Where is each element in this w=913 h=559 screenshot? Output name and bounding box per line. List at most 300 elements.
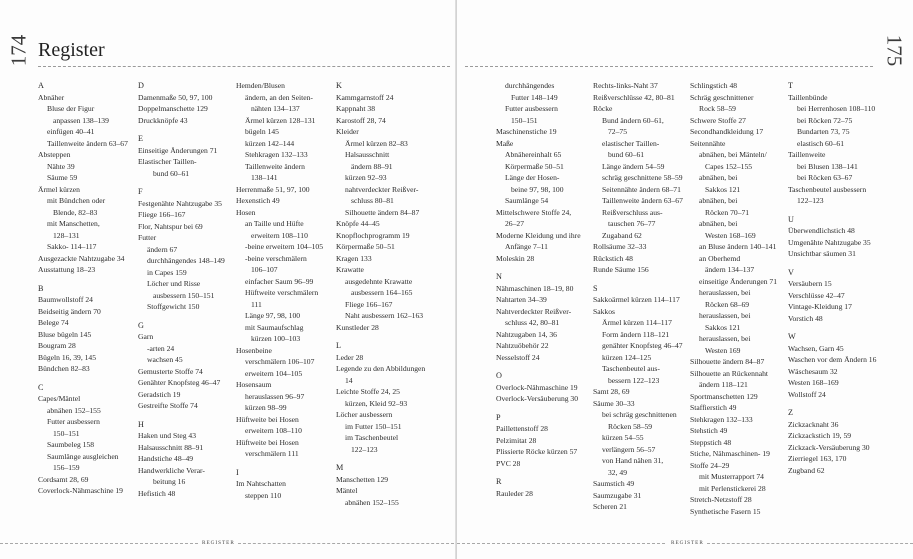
index-entry: Schlingstich 48 — [690, 81, 738, 90]
index-entry: Im Nahtschatten — [236, 479, 286, 488]
index-entry: Vorstich 48 — [788, 313, 823, 323]
index-entry: Rückstich 48 — [593, 253, 633, 263]
index-continuation: bund 60–61 — [608, 150, 645, 159]
index-entry: Hemden/Blusen — [236, 81, 285, 90]
index-entry: Säume 30–33 — [593, 398, 635, 408]
index-entry: Nahtzugaben 14, 36 — [496, 329, 557, 339]
index-continuation: 72–75 — [608, 127, 627, 136]
index-continuation: bund 60–61 — [153, 168, 190, 178]
index-entry: Stiche, Nähmaschinen- 19 — [690, 449, 770, 458]
footer-rule-right-b — [707, 543, 913, 544]
index-entry: Baumwollstoff 24 — [38, 295, 93, 304]
index-subentry: Zugaband 62 — [602, 230, 642, 240]
index-letter: H — [138, 419, 144, 429]
index-column — [788, 80, 876, 476]
index-entry: Unsichtbar säumen 31 — [788, 249, 856, 258]
index-continuation: beine 97, 98, 100 — [511, 184, 564, 194]
page-title: Register — [38, 39, 105, 61]
index-letter: R — [496, 477, 502, 486]
index-entry: Beidseitig ändern 70 — [38, 306, 101, 316]
index-subentry: elastischer Taillen- — [602, 138, 660, 148]
index-entry: Hosenbeine — [236, 345, 272, 355]
index-continuation: Westen 169 — [705, 345, 741, 355]
page-number-right: 175 — [881, 34, 906, 67]
index-entry: Cordsamt 28, 69 — [38, 474, 89, 484]
index-subentry: genähter Knopfsteg 46–47 — [602, 341, 683, 350]
index-letter: T — [788, 81, 794, 90]
index-subentry: Abnähereinhalt 65 — [505, 150, 562, 159]
index-subentry: in Capes 159 — [147, 267, 187, 277]
index-subentry: Stoffgewicht 150 — [147, 302, 200, 311]
index-entry: Halsausschnitt 88–91 — [138, 442, 204, 452]
index-entry: Schwere Stoffe 27 — [690, 115, 746, 125]
index-entry: Silhouette an Rückennaht — [690, 368, 769, 378]
index-subentry: kürzen, Kleid 92–93 — [345, 398, 408, 408]
index-subentry: einfacher Saum 96–99 — [245, 276, 314, 286]
index-subentry: bei Röcken 63–67 — [797, 173, 853, 182]
index-entry: Einseitige Änderungen 71 — [138, 145, 218, 155]
index-entry: Coverlock-Nähmaschine 19 — [38, 486, 123, 495]
index-entry: Leichte Stoffe 24, 25 — [336, 387, 400, 396]
index-entry: Bügeln 16, 39, 145 — [38, 352, 97, 362]
index-subentry: Futter ausbessern — [505, 104, 558, 113]
index-continuation: 138–141 — [251, 173, 278, 182]
index-subentry: nahtverdeckter Reißver- — [345, 184, 419, 194]
index-subentry: Länge der Hosen- — [505, 173, 560, 182]
index-subentry: bei Blusen 138–141 — [797, 161, 858, 171]
index-subentry: steppen 110 — [245, 490, 282, 500]
index-subentry: erweitern 108–110 — [245, 426, 302, 435]
index-subentry: ändern 67 — [147, 244, 178, 254]
index-entry: Belege 74 — [38, 318, 69, 327]
index-subentry: 122–123 — [797, 196, 824, 205]
index-entry: Körpermaße 50–51 — [336, 242, 395, 251]
index-entry: Manschetten 129 — [336, 474, 389, 484]
index-letter: M — [336, 463, 344, 472]
index-subentry: Taillenweite ändern — [245, 161, 305, 171]
index-continuation: Sakkos 121 — [705, 184, 741, 194]
index-entry: Absteppen — [38, 150, 71, 159]
index-entry: Bluse bügeln 145 — [38, 329, 92, 339]
index-subentry: Ärmel kürzen 114–117 — [602, 318, 672, 327]
index-entry: Gestreifte Stoffe 74 — [138, 401, 198, 410]
index-subentry: Nähte 39 — [47, 161, 75, 171]
index-entry: Samt 28, 69 — [593, 387, 630, 396]
index-continuation: kürzen 100–103 — [251, 334, 301, 343]
index-subentry: -arten 24 — [147, 343, 175, 353]
index-entry: Hexenstich 49 — [236, 196, 280, 205]
index-subentry: Taillenweite ändern 63–67 — [47, 138, 128, 148]
index-letter: D — [138, 81, 144, 90]
index-entry: Zickzacknaht 36 — [788, 419, 839, 429]
index-subentry: an Oberhemd — [699, 253, 741, 263]
index-subentry: Rock 58–59 — [699, 104, 736, 113]
index-entry: Handstiche 48–49 — [138, 454, 194, 463]
index-entry: Plissierte Röcke kürzen 57 — [496, 447, 578, 456]
index-entry: Nahtzuöbehör 22 — [496, 341, 549, 350]
header-rule-left — [38, 66, 450, 67]
index-entry: Hosen — [236, 207, 256, 217]
index-entry: Zugband 62 — [788, 465, 825, 475]
index-entry: Flor, Nahtspur bei 69 — [138, 221, 203, 231]
index-subentry: einseitige Änderungen 71 — [699, 276, 778, 286]
index-entry: Synthetische Fasern 15 — [690, 506, 761, 516]
index-entry: Saumstich 49 — [593, 479, 635, 488]
index-entry: Haken und Steg 43 — [138, 431, 196, 440]
index-entry: Krawatte — [336, 265, 364, 274]
index-entry: Genähter Knopfsteg 46–47 — [138, 378, 221, 387]
index-subentry: durchhängendes — [505, 81, 555, 90]
index-subentry: von Hand nähen 31, — [602, 456, 664, 465]
index-entry: Rauleder 28 — [496, 488, 533, 498]
index-entry: Taillenbünde — [788, 92, 828, 102]
index-continuation: Westen 168–169 — [705, 230, 756, 240]
footer-label-right: REGISTER — [671, 540, 704, 546]
index-entry: Kappnaht 38 — [336, 104, 376, 113]
index-entry: Zierriegel 163, 170 — [788, 454, 847, 463]
index-entry: Taschenbeutel ausbessern — [788, 184, 867, 194]
index-subentry: herauslassen, bei — [699, 334, 751, 343]
right-page — [457, 0, 913, 559]
index-subentry: verlängern 56–57 — [602, 444, 656, 454]
index-subentry: Form ändern 118–121 — [602, 329, 670, 339]
index-continuation: erweitern 108–110 — [251, 230, 308, 240]
index-entry: Overlock-Nähmaschine 19 — [496, 382, 578, 392]
index-entry: Stretch-Netzstoff 28 — [690, 495, 752, 504]
left-page — [0, 0, 456, 559]
index-entry: Futter — [138, 233, 157, 242]
index-continuation: Sakkos 121 — [705, 322, 741, 332]
index-continuation: ausbessern 150–151 — [153, 290, 215, 300]
index-letter: S — [593, 283, 598, 293]
index-entry: Röcke — [593, 104, 613, 113]
index-entry: Abnäher — [38, 92, 65, 102]
index-subentry: abnähen, bei — [699, 196, 738, 205]
index-entry: Leder 28 — [336, 352, 364, 362]
index-subentry: Bundarten 73, 75 — [797, 127, 850, 136]
index-subentry: Säume 59 — [47, 173, 78, 182]
index-entry: Westen 168–169 — [788, 378, 839, 387]
index-subentry: Saumlänge 54 — [505, 196, 549, 205]
index-subentry: ändern 118–121 — [699, 380, 748, 389]
index-letter: Z — [788, 408, 794, 417]
index-subentry: kürzen 92–93 — [345, 173, 387, 182]
index-entry: Overlock-Versäuberung 30 — [496, 394, 579, 403]
index-subentry: Seitennähte ändern 68–71 — [602, 184, 681, 194]
index-continuation: tauschen 76–77 — [608, 219, 656, 228]
index-entry: Knöpfe 44–45 — [336, 219, 380, 228]
index-subentry: verschmälern 111 — [245, 449, 299, 458]
index-subentry: Bund ändern 60–61, — [602, 115, 664, 125]
index-subentry: kürzen 142–144 — [245, 138, 295, 148]
index-continuation: Röcken 70–71 — [705, 207, 750, 217]
index-entry: Stehstich 49 — [690, 426, 728, 435]
index-subentry: abnähen 152–155 — [345, 497, 399, 507]
index-letter: G — [138, 320, 144, 330]
index-subentry: Saumlänge ausgleichen — [47, 451, 119, 461]
index-subentry: Stehkragen 132–133 — [245, 150, 308, 159]
index-subentry: einfügen 40–41 — [47, 127, 95, 136]
index-subentry: mit Bündchen oder — [47, 196, 106, 205]
index-continuation: 122–123 — [351, 444, 378, 454]
index-entry: Nesselstoff 24 — [496, 352, 540, 362]
index-subentry: kürzen 54–55 — [602, 433, 644, 442]
index-letter: F — [138, 187, 143, 196]
index-continuation: ändern 88–91 — [351, 161, 393, 171]
index-continuation: schluss 80–81 — [351, 196, 394, 205]
index-continuation: Röcken 68–69 — [705, 299, 750, 309]
index-entry: Garn — [138, 332, 154, 341]
index-entry: Stoffe 24–29 — [690, 460, 730, 470]
index-letter: U — [788, 214, 794, 224]
index-subentry: Körpermaße 50–51 — [505, 161, 564, 171]
index-entry: Taillenweite — [788, 150, 826, 159]
index-letter: P — [496, 412, 501, 422]
index-letter: E — [138, 134, 144, 143]
index-entry: Knopflochprogramm 19 — [336, 230, 410, 240]
index-subentry: herauslassen, bei — [699, 288, 751, 297]
index-continuation: anpassen 138–139 — [53, 115, 109, 125]
index-subentry: verschmälern 106–107 — [245, 357, 315, 366]
index-subentry: ausgedehnte Krawatte — [345, 276, 413, 286]
index-letter: I — [236, 467, 239, 477]
index-letter: O — [496, 371, 502, 380]
index-entry: Maschinenstiche 19 — [496, 127, 557, 136]
index-entry: Scheren 21 — [593, 502, 627, 511]
index-subentry: mit Manschetten, — [47, 219, 100, 228]
index-subentry: abnähen, bei Mänteln/ — [699, 150, 767, 159]
index-entry: Bougram 28 — [38, 341, 76, 350]
index-letter: N — [496, 272, 502, 281]
index-column — [496, 80, 581, 499]
index-subentry: im Futter 150–151 — [345, 421, 402, 431]
footer-rule-left-a — [0, 543, 198, 544]
index-subentry: kürzen 124–125 — [602, 352, 652, 362]
index-subentry: Ärmel kürzen 128–131 — [245, 115, 316, 125]
index-entry: Festgenähte Nahtzugabe 35 — [138, 198, 222, 208]
index-subentry: erweitern 104–105 — [245, 368, 303, 378]
index-letter: B — [38, 283, 44, 293]
index-entry: Wollstoff 24 — [788, 389, 826, 399]
index-subentry: Fliege 166–167 — [345, 299, 393, 309]
index-subentry: Bluse der Figur — [47, 104, 95, 113]
index-entry: Hüftweite bei Hosen — [236, 437, 299, 447]
index-entry: Doppelmanschette 129 — [138, 104, 208, 113]
index-column — [138, 80, 225, 499]
index-entry: Secondhandkleidung 17 — [690, 127, 764, 136]
index-subentry: -beine erweitern 104–105 — [245, 242, 324, 251]
index-subentry: Silhouette ändern 84–87 — [345, 207, 420, 217]
index-entry: Fliege 166–167 — [138, 210, 186, 219]
index-entry: Ausgezackte Nahtzugabe 34 — [38, 253, 125, 263]
index-continuation: 32, 49 — [608, 467, 627, 477]
index-subentry: Naht ausbessern 162–163 — [345, 311, 424, 320]
footer-rule-left-b — [238, 543, 454, 544]
index-continuation: nähten 134–137 — [251, 104, 300, 113]
index-entry: Staffierstich 49 — [690, 403, 737, 412]
index-subentry: schluss 42, 80–81 — [505, 318, 560, 327]
index-continuation: 150–151 — [511, 115, 538, 125]
index-entry: Hüftweite bei Hosen — [236, 414, 299, 424]
index-subentry: bei schräg geschnittenen — [602, 410, 677, 419]
index-subentry: Hüftweite verschmälern — [245, 288, 319, 297]
index-subentry: herauslassen 96–97 — [245, 391, 305, 401]
index-subentry: kürzen 98–99 — [245, 403, 287, 412]
index-entry: Nähmaschinen 18–19, 80 — [496, 283, 574, 293]
index-entry: Silhouette ändern 84–87 — [690, 357, 765, 366]
index-entry: Rollsäume 32–33 — [593, 242, 647, 251]
index-entry: Verschlüsse 42–47 — [788, 290, 845, 300]
index-subentry: Saumbeleg 158 — [47, 440, 95, 449]
index-entry: Karostoff 28, 74 — [336, 115, 386, 125]
index-entry: Vintage-Kleidung 17 — [788, 302, 852, 311]
index-entry: Runde Säume 156 — [593, 265, 649, 274]
index-continuation: Capes 152–155 — [705, 161, 753, 171]
index-entry: Stehkragen 132–133 — [690, 414, 753, 424]
index-continuation: 128–131 — [53, 230, 80, 240]
index-entry: Kunstleder 28 — [336, 322, 379, 332]
index-entry: Mäntel — [336, 486, 358, 495]
index-column — [236, 80, 323, 501]
index-subentry: Löcher und Risse — [147, 279, 201, 288]
index-entry: Moleskin 28 — [496, 253, 535, 263]
index-entry: Umgenähte Nahtzugabe 35 — [788, 237, 871, 247]
index-subentry: Sakko- 114–117 — [47, 242, 97, 251]
index-entry: Saumzugabe 31 — [593, 490, 642, 500]
index-continuation: 106–107 — [251, 265, 278, 274]
index-subentry: mit Saumaufschlag — [245, 322, 304, 332]
index-entry: Schräg geschnittener — [690, 92, 754, 102]
index-subentry: Länge 97, 98, 100 — [245, 311, 301, 320]
footer-rule-right-a — [457, 543, 665, 544]
index-subentry: an Taille und Hüfte — [245, 219, 304, 228]
index-subentry: abnähen 152–155 — [47, 405, 101, 415]
index-entry: Zickzack-Versäuberung 30 — [788, 442, 870, 452]
index-subentry: -beine verschmälern — [245, 253, 307, 263]
index-entry: Sportmanschetten 129 — [690, 391, 758, 401]
index-entry: Ärmel kürzen — [38, 184, 80, 194]
index-entry: Sakkoärmel kürzen 114–117 — [593, 295, 680, 304]
index-entry: Reißverschlüsse 42, 80–81 — [593, 92, 675, 102]
index-entry: Sakkos — [593, 306, 615, 316]
index-entry: Elastischer Taillen- — [138, 157, 197, 166]
index-entry: PVC 28 — [496, 458, 521, 468]
index-subentry: 26–27 — [505, 219, 524, 228]
index-continuation: ändern 134–137 — [705, 265, 755, 274]
index-entry: Bündchen 82–83 — [38, 364, 90, 373]
index-entry: Rechts-links-Naht 37 — [593, 81, 658, 90]
index-entry: Pelzimitat 28 — [496, 435, 537, 445]
index-continuation: Röcken 58–59 — [608, 421, 653, 431]
index-entry: Wäschesaum 32 — [788, 366, 838, 376]
index-entry: Handwerkliche Verar- — [138, 465, 205, 475]
index-subentry: abnähen, bei — [699, 173, 738, 182]
index-subentry: an Bluse ändern 140–141 — [699, 242, 777, 251]
index-subentry: bügeln 145 — [245, 127, 279, 136]
index-entry: Moderne Kleidung und ihre — [496, 230, 581, 240]
index-continuation: 111 — [251, 299, 262, 309]
index-continuation: ausbessern 164–165 — [351, 288, 413, 297]
index-subentry: bei Röcken 72–75 — [797, 115, 853, 125]
index-entry: Maße — [496, 138, 514, 148]
index-entry: Mittelschwere Stoffe 24, — [496, 207, 572, 217]
index-subentry: herauslassen, bei — [699, 311, 751, 320]
index-continuation: 156–159 — [53, 463, 80, 472]
index-entry: Zickzackstich 19, 59 — [788, 431, 852, 440]
index-column — [690, 80, 777, 517]
index-entry: Herrenmaße 51, 97, 100 — [236, 184, 310, 194]
index-entry: Nahtarten 34–39 — [496, 295, 547, 304]
index-continuation: bessern 122–123 — [608, 375, 660, 385]
index-entry: Seitennähte — [690, 138, 726, 148]
index-subentry: schräg geschnittene 58–59 — [602, 173, 683, 182]
index-entry: Geradstich 19 — [138, 389, 181, 399]
index-entry: Ausstattung 18–23 — [38, 265, 96, 274]
footer-label-left: REGISTER — [202, 540, 235, 546]
index-continuation: beitung 16 — [153, 477, 186, 486]
index-entry: Nahtverdeckter Reißver- — [496, 306, 572, 316]
header-rule-right — [465, 66, 873, 67]
index-column — [593, 80, 683, 513]
index-subentry: im Taschenbeutel — [345, 433, 399, 442]
index-subentry: Länge ändern 54–59 — [602, 161, 665, 171]
index-subentry: Halsausschnitt — [345, 150, 390, 159]
index-subentry: wachsen 45 — [147, 355, 183, 364]
index-entry: Capes/Mäntel — [38, 394, 81, 403]
index-continuation: Futter 148–149 — [511, 92, 558, 102]
index-letter: C — [38, 382, 44, 392]
index-subentry: 14 — [345, 375, 353, 385]
index-entry: Druckknöpfe 43 — [138, 115, 188, 125]
index-entry: Hosensaum — [236, 380, 272, 389]
index-entry: Löcher ausbessern — [336, 410, 393, 419]
index-subentry: mit Musterrapport 74 — [699, 472, 764, 481]
index-subentry: durchhängendes 148–149 — [147, 256, 225, 265]
index-subentry: Taillenweite ändern 63–67 — [602, 196, 683, 205]
index-entry: Überwendlichstich 48 — [788, 226, 855, 235]
index-entry: Kragen 133 — [336, 253, 372, 263]
index-subentry: mit Perlenstickerei 28 — [699, 483, 766, 493]
index-letter: K — [336, 81, 342, 90]
index-entry: Paillettenstoff 28 — [496, 424, 548, 433]
index-entry: Steppstich 48 — [690, 437, 732, 447]
index-entry: Hefistich 48 — [138, 488, 176, 498]
index-entry: Gemusterte Stoffe 74 — [138, 366, 203, 376]
index-continuation: 150–151 — [53, 428, 80, 438]
index-column — [336, 80, 425, 508]
index-letter: A — [38, 81, 44, 90]
index-entry: Versäubern 15 — [788, 279, 832, 288]
index-subentry: ändern, an den Seiten- — [245, 92, 313, 102]
index-entry: Legende zu den Abbildungen — [336, 364, 426, 373]
index-subentry: Reißverschluss aus- — [602, 207, 663, 217]
index-entry: Wachsen, Garn 45 — [788, 343, 844, 353]
index-entry: Kleider — [336, 127, 359, 136]
index-subentry: Futter ausbessern — [47, 417, 100, 426]
index-subentry: Anfänge 7–11 — [505, 242, 548, 251]
index-letter: L — [336, 341, 342, 350]
index-subentry: abnähen, bei — [699, 219, 738, 228]
index-subentry: bei Herrenhosen 108–110 — [797, 104, 876, 113]
index-entry: Kammgarnstoff 24 — [336, 92, 394, 102]
index-letter: W — [788, 332, 796, 341]
page-number-left: 174 — [6, 34, 31, 67]
index-column — [38, 80, 128, 497]
index-letter: V — [788, 267, 794, 277]
index-continuation: Blende, 82–83 — [53, 207, 98, 217]
index-subentry: Taschenbeutel aus- — [602, 364, 660, 373]
index-subentry: elastisch 60–61 — [797, 138, 845, 148]
